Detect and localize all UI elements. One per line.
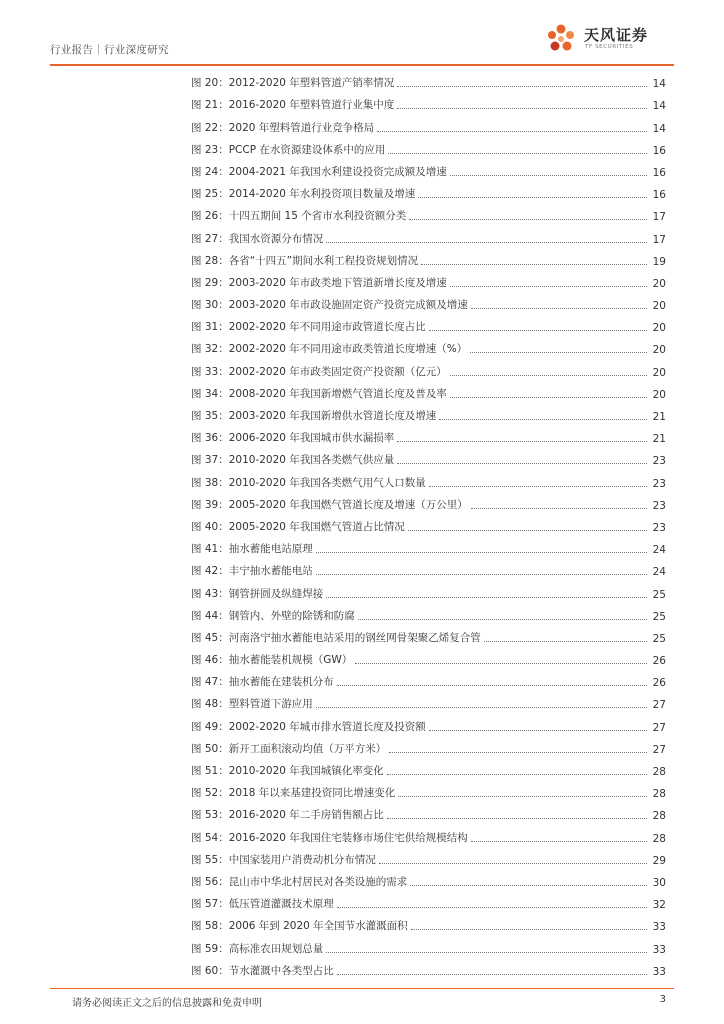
toc-entry[interactable]: [191, 157, 666, 179]
toc-page-number: 25: [652, 610, 666, 623]
toc-dot-leader: [337, 973, 647, 975]
toc-entry[interactable]: [191, 822, 666, 844]
toc-page-number: 24: [652, 544, 666, 557]
toc-dot-leader: [326, 596, 647, 598]
toc-dot-leader: [450, 285, 647, 287]
toc-dot-leader: [316, 706, 647, 708]
toc-figure-title: 2010-2020 年我国各类燃气供应量: [228, 454, 395, 467]
toc-entry[interactable]: [191, 312, 666, 334]
toc-entry[interactable]: [191, 490, 666, 512]
toc-entry[interactable]: [191, 800, 666, 822]
toc-page-number: 25: [652, 588, 666, 601]
toc-dot-leader: [429, 329, 647, 331]
toc-figure-title: 昆山市中华北村居民对各类设施的需求: [228, 875, 408, 888]
toc-figure-number: 图 25：: [191, 188, 229, 201]
toc-entry[interactable]: [191, 356, 666, 378]
toc-figure-title: 2012-2020 年塑料管道产销率情况: [228, 77, 395, 90]
toc-page-number: 28: [652, 832, 666, 845]
toc-figure-number: 图 27：: [191, 232, 229, 245]
toc-figure-number: 图 48：: [191, 698, 229, 711]
header-divider: [50, 64, 674, 66]
toc-figure-title: 2016-2020 年塑料管道行业集中度: [228, 99, 395, 112]
toc-figure-title: 2002-2020 年不同用途市政类管道长度增速（%）: [228, 343, 468, 356]
toc-entry[interactable]: [191, 246, 666, 268]
toc-dot-leader: [358, 618, 647, 620]
toc-page-number: 16: [652, 144, 666, 157]
toc-page-number: 20: [652, 366, 666, 379]
toc-entry[interactable]: [191, 135, 666, 157]
toc-dot-leader: [377, 130, 647, 132]
toc-page-number: 14: [652, 78, 666, 91]
toc-figure-title: 河南洛宁抽水蓄能电站采用的钢丝网骨架聚乙烯复合管: [228, 631, 481, 644]
toc-page-number: 26: [652, 655, 666, 668]
toc-figure-number: 图 28：: [191, 254, 229, 267]
toc-dot-leader: [387, 773, 647, 775]
toc-entry[interactable]: [191, 689, 666, 711]
toc-entry[interactable]: [191, 268, 666, 290]
toc-page-number: 23: [652, 455, 666, 468]
toc-figure-number: 图 60：: [191, 964, 229, 977]
toc-dot-leader: [429, 485, 647, 487]
toc-dot-leader: [411, 928, 647, 930]
toc-dot-leader: [387, 817, 647, 819]
toc-figure-title: 2006-2020 年我国城市供水漏损率: [228, 432, 395, 445]
toc-entry[interactable]: [191, 201, 666, 223]
toc-dot-leader: [429, 729, 647, 731]
toc-entry[interactable]: [191, 867, 666, 889]
toc-entry[interactable]: [191, 423, 666, 445]
toc-figure-number: 图 46：: [191, 654, 229, 667]
toc-figure-title: 2004-2021 年我国水利建设投资完成额及增速: [228, 165, 447, 178]
footer-divider: [50, 988, 674, 989]
toc-figure-number: 图 30：: [191, 299, 229, 312]
toc-figure-title: 2002-2020 年不同用途市政管道长度占比: [228, 321, 426, 334]
toc-dot-leader: [471, 307, 647, 309]
toc-entry[interactable]: [191, 933, 666, 955]
toc-page-number: 17: [652, 211, 666, 224]
toc-figure-number: 图 41：: [191, 543, 229, 556]
toc-figure-number: 图 45：: [191, 631, 229, 644]
toc-dot-leader: [484, 640, 647, 642]
toc-page-number: 28: [652, 788, 666, 801]
toc-figure-title: 十四五期间 15 个省市水利投资额分类: [228, 210, 407, 223]
toc-entry[interactable]: [191, 112, 666, 134]
toc-dot-leader: [471, 507, 647, 509]
toc-figure-number: 图 51：: [191, 765, 229, 777]
toc-dot-leader: [388, 152, 647, 154]
report-type-label: 行业报告｜行业深度研究: [50, 44, 169, 56]
brand-logo: [544, 22, 676, 56]
toc-entry[interactable]: [191, 756, 666, 778]
toc-page-number: 20: [652, 388, 666, 401]
toc-figure-title: 2005-2020 年我国燃气管道长度及增速（万公里）: [228, 498, 468, 511]
toc-figure-title: 中国家装用户消费动机分布情况: [228, 853, 376, 866]
toc-entry[interactable]: [191, 401, 666, 423]
toc-figure-title: 丰宁抽水蓄能电站: [228, 565, 313, 578]
toc-figure-title: 低压管道灌溉技术原理: [228, 898, 334, 911]
toc-page-number: 29: [652, 854, 666, 867]
toc-figure-title: 2020 年塑料管道行业竞争格局: [228, 121, 375, 134]
toc-entry[interactable]: [191, 90, 666, 112]
toc-page-number: 33: [652, 965, 666, 978]
toc-dot-leader: [408, 529, 647, 531]
toc-entry[interactable]: [191, 956, 666, 978]
toc-page-number: 16: [652, 166, 666, 179]
toc-figure-number: 图 22：: [191, 121, 229, 134]
toc-entry[interactable]: [191, 667, 666, 689]
toc-entry[interactable]: [191, 778, 666, 800]
toc-figure-number: 图 57：: [191, 898, 229, 911]
tf-securities-logo-icon: [544, 22, 578, 56]
toc-page-number: 24: [652, 566, 666, 579]
toc-page-number: 27: [652, 721, 666, 734]
toc-figure-title: 2002-2020 年城市排水管道长度及投资额: [228, 720, 426, 733]
toc-figure-title: 2003-2020 年市政类地下管道新增长度及增速: [228, 276, 447, 289]
toc-figure-title: 2016-2020 年二手房销售额占比: [228, 809, 384, 822]
toc-figure-number: 图 39：: [191, 498, 229, 511]
toc-dot-leader: [470, 351, 647, 353]
toc-entry[interactable]: [191, 845, 666, 867]
toc-entry[interactable]: [191, 601, 666, 623]
toc-page-number: 21: [652, 411, 666, 423]
toc-figure-number: 图 56：: [191, 875, 229, 888]
toc-figure-number: 图 58：: [191, 920, 229, 933]
toc-figure-number: 图 24：: [191, 165, 229, 178]
toc-page-number: 14: [652, 122, 666, 135]
toc-figure-title: 我国水资源分布情况: [228, 232, 324, 245]
toc-figure-number: 图 34：: [191, 387, 229, 400]
toc-figure-number: 图 50：: [191, 742, 229, 755]
toc-figure-number: 图 33：: [191, 365, 229, 378]
toc-page-number: 23: [652, 477, 666, 490]
toc-dot-leader: [316, 551, 647, 553]
toc-dot-leader: [398, 795, 647, 797]
toc-page-number: 19: [652, 255, 666, 268]
toc-entry[interactable]: [191, 645, 666, 667]
toc-page-number: 33: [652, 921, 666, 934]
toc-dot-leader: [326, 241, 647, 243]
toc-page-number: 23: [652, 521, 666, 534]
toc-entry[interactable]: [191, 556, 666, 578]
toc-figure-title: 各省“十四五”期间水利工程投资规划情况: [228, 254, 419, 267]
toc-dot-leader: [409, 218, 647, 220]
page-header: [50, 0, 676, 62]
toc-figure-number: 图 37：: [191, 454, 229, 467]
toc-figure-title: 2002-2020 年市政类固定资产投资额（亿元）: [228, 365, 447, 378]
toc-figure-title: 2008-2020 年我国新增燃气管道长度及普及率: [228, 387, 447, 400]
brand-subtitle: TF SECURITIES: [585, 44, 634, 50]
toc-dot-leader: [355, 662, 647, 664]
toc-figure-number: 图 38：: [191, 476, 229, 489]
toc-figure-title: 抽水蓄能电站原理: [228, 543, 313, 556]
toc-figure-number: 图 36：: [191, 432, 229, 445]
toc-entry[interactable]: [191, 889, 666, 911]
toc-dot-leader: [450, 396, 647, 398]
toc-page-number: 17: [652, 233, 666, 246]
toc-figure-title: 2010-2020 年我国城镇化率变化: [228, 765, 384, 777]
toc-page-number: 20: [652, 300, 666, 313]
toc-figure-title: 2003-2020 年市政设施固定资产投资完成额及增速: [228, 299, 468, 312]
toc-page-number: 25: [652, 632, 666, 645]
toc-figure-title: 2018 年以来基建投资同比增速变化: [228, 787, 396, 800]
toc-figure-title: 高标准农田规划总量: [228, 942, 324, 955]
toc-figure-number: 图 40：: [191, 520, 229, 533]
toc-dot-leader: [389, 751, 647, 753]
toc-page-number: 33: [652, 943, 666, 956]
toc-dot-leader: [379, 862, 647, 864]
toc-figure-number: 图 59：: [191, 942, 229, 955]
toc-figure-title: 2006 年到 2020 年全国节水灌溉面积: [228, 920, 408, 933]
toc-figure-title: 2014-2020 年水利投资项目数量及增速: [228, 188, 416, 201]
toc-page-number: 16: [652, 189, 666, 202]
toc-entry[interactable]: [191, 445, 666, 467]
toc-figure-title: 2010-2020 年我国各类燃气用气人口数量: [228, 476, 426, 489]
toc-entry[interactable]: [191, 623, 666, 645]
toc-dot-leader: [316, 573, 647, 575]
toc-figure-title: 2005-2020 年我国燃气管道占比情况: [228, 520, 405, 533]
toc-figure-number: 图 21：: [191, 99, 229, 112]
toc-entry[interactable]: [191, 179, 666, 201]
toc-dot-leader: [418, 196, 647, 198]
brand-name: 天风证券: [584, 26, 649, 44]
toc-figure-number: 图 52：: [191, 787, 229, 800]
toc-figure-title: PCCP 在水资源建设体系中的应用: [228, 143, 386, 156]
toc-entry[interactable]: [191, 911, 666, 933]
toc-figure-number: 图 53：: [191, 809, 229, 822]
toc-page-number: 26: [652, 677, 666, 690]
toc-page-number: 28: [652, 766, 666, 778]
toc-figure-title: 塑料管道下游应用: [228, 698, 313, 711]
figure-list: [191, 68, 666, 978]
toc-figure-title: 2016-2020 年我国住宅装修市场住宅供给规模结构: [228, 831, 468, 844]
toc-figure-number: 图 49：: [191, 720, 229, 733]
toc-dot-leader: [439, 418, 647, 420]
toc-page-number: 32: [652, 899, 666, 912]
toc-figure-title: 钢管拼圆及纵缝焊接: [228, 587, 324, 600]
toc-dot-leader: [397, 85, 647, 87]
toc-dot-leader: [450, 374, 647, 376]
toc-dot-leader: [421, 263, 647, 265]
toc-figure-number: 图 26：: [191, 210, 229, 223]
toc-entry[interactable]: [191, 512, 666, 534]
toc-entry[interactable]: [191, 290, 666, 312]
toc-figure-number: 图 44：: [191, 609, 229, 622]
toc-figure-number: 图 31：: [191, 321, 229, 334]
toc-figure-title: 抽水蓄能在建装机分布: [228, 676, 334, 689]
footer-disclaimer: 请务必阅读正文之后的信息披露和免责申明: [72, 998, 262, 1009]
toc-dot-leader: [471, 840, 647, 842]
toc-dot-leader: [397, 440, 647, 442]
toc-figure-number: 图 42：: [191, 565, 229, 578]
toc-figure-number: 图 29：: [191, 276, 229, 289]
toc-figure-title: 抽水蓄能装机规模（GW）: [228, 654, 353, 667]
toc-page-number: 27: [652, 699, 666, 712]
toc-page-number: 30: [652, 876, 666, 889]
toc-dot-leader: [397, 107, 647, 109]
toc-dot-leader: [410, 884, 647, 886]
toc-entry[interactable]: [191, 68, 666, 90]
toc-entry[interactable]: [191, 379, 666, 401]
toc-page-number: 20: [652, 344, 666, 357]
toc-page-number: 28: [652, 810, 666, 823]
toc-page-number: 20: [652, 277, 666, 290]
toc-dot-leader: [337, 684, 647, 686]
toc-figure-title: 节水灌溉中各类型占比: [228, 964, 334, 977]
toc-figure-title: 钢管内、外壁的除锈和防腐: [228, 609, 355, 622]
toc-entry[interactable]: [191, 578, 666, 600]
toc-dot-leader: [337, 906, 647, 908]
toc-figure-number: 图 47：: [191, 676, 229, 689]
page-number: 3: [659, 994, 666, 1005]
toc-figure-number: 图 23：: [191, 143, 229, 156]
toc-page-number: 20: [652, 322, 666, 335]
toc-page-number: 14: [652, 100, 666, 113]
toc-figure-title: 新开工面积滚动均值（万平方米）: [228, 742, 387, 755]
toc-figure-number: 图 35：: [191, 410, 229, 422]
toc-entry[interactable]: [191, 711, 666, 733]
toc-page-number: 27: [652, 743, 666, 756]
toc-entry[interactable]: [191, 223, 666, 245]
toc-entry[interactable]: [191, 334, 666, 356]
toc-figure-number: 图 43：: [191, 587, 229, 600]
toc-entry[interactable]: [191, 534, 666, 556]
toc-entry[interactable]: [191, 467, 666, 489]
toc-page-number: 23: [652, 499, 666, 512]
toc-page-number: 21: [652, 433, 666, 446]
toc-figure-number: 图 32：: [191, 343, 229, 356]
toc-figure-number: 图 54：: [191, 831, 229, 844]
toc-figure-title: 2003-2020 年我国新增供水管道长度及增速: [228, 410, 437, 422]
toc-dot-leader: [397, 462, 647, 464]
toc-figure-number: 图 55：: [191, 853, 229, 866]
toc-dot-leader: [450, 174, 647, 176]
toc-dot-leader: [326, 951, 647, 953]
toc-figure-number: 图 20：: [191, 77, 229, 90]
toc-entry[interactable]: [191, 734, 666, 756]
